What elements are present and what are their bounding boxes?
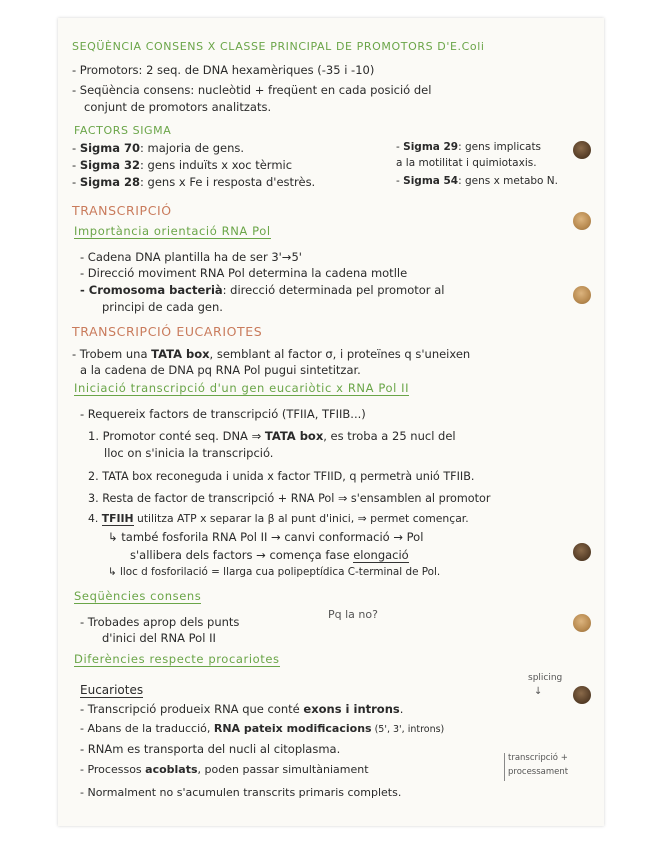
margin-question-note: Pq la no? bbox=[328, 608, 378, 621]
splicing-note: splicing bbox=[528, 673, 563, 683]
step-4-sub-1: ↳ també fosforila RNA Pol II → canvi conformació → Pol bbox=[108, 530, 424, 544]
requires-factors-line: - Requereix factors de transcripció (TFIIA, TFIIB...) bbox=[80, 407, 366, 421]
direction-line: - Direcció moviment RNA Pol determina la cadena motlle bbox=[80, 266, 408, 280]
heading-eukaryotic-transcription: TRANSCRIPCIÓ EUCARIOTES bbox=[72, 324, 263, 339]
promoters-line: - Promotors: 2 seq. de DNA hexamèriques (-35 i -10) bbox=[72, 63, 375, 77]
step-1-cont: lloc on s'inicia la transcripció. bbox=[104, 446, 274, 460]
sigma-70-label: Sigma 70 bbox=[79, 141, 141, 155]
mrna-transport-line: - RNAm es transporta del nucli al citoplasma. bbox=[80, 742, 341, 756]
exons-introns-line: - Transcripció produeix RNA que conté exons i introns. bbox=[80, 702, 404, 716]
consensus-location-cont: d'inici del RNA Pol II bbox=[102, 631, 216, 645]
step-1-line: 1. Promotor conté seq. DNA ⇒ TATA box, es troba a 25 nucl del bbox=[88, 429, 456, 443]
binder-hole-4 bbox=[573, 543, 591, 561]
template-strand-line: - Cadena DNA plantilla ha de ser 3'→5' bbox=[80, 250, 302, 264]
notebook-page bbox=[58, 18, 604, 826]
sigma-28-line: - Sigma 28: gens x Fe i resposta d'estrès. bbox=[72, 175, 316, 189]
rna-modifications-line: - Abans de la traducció, RNA pateix modificacions (5', 3', introns) bbox=[80, 722, 445, 735]
binder-hole-5 bbox=[573, 614, 591, 632]
step-4-sub-1-cont: s'allibera dels factors → comença fase elongació bbox=[130, 548, 409, 562]
sigma-29-cont-line: a la motilitat i quimiotaxis. bbox=[396, 157, 537, 169]
bacterial-chromosome-line: - Cromosoma bacterià: direcció determinada pel promotor al bbox=[80, 283, 445, 297]
tata-box-intro-line: - Trobem una TATA box, semblant al factor σ, i proteïnes q s'uneixen bbox=[72, 347, 471, 361]
sigma-54-label: Sigma 54 bbox=[403, 175, 459, 187]
splicing-arrow: ↓ bbox=[534, 686, 543, 697]
subheading-consensus: Seqüències consens bbox=[74, 589, 202, 603]
step-4-sub-2: ↳ lloc d fosforilació = llarga cua polipeptídica C-terminal de Pol. bbox=[108, 566, 441, 578]
sigma-32-line: - Sigma 32: gens induïts x xoc tèrmic bbox=[72, 158, 293, 172]
binder-hole-1 bbox=[573, 141, 591, 159]
sigma-54-line: - Sigma 54: gens x metabo N. bbox=[396, 175, 558, 187]
tata-box-intro-cont: a la cadena de DNA pq RNA Pol pugui sintetitzar. bbox=[80, 363, 361, 377]
sigma-28-label: Sigma 28 bbox=[79, 175, 141, 189]
step-4-line: 4. TFIIH utilitza ATP x separar la β al punt d'inici, ⇒ permet començar. bbox=[88, 512, 469, 525]
step-2-line: 2. TATA box reconeguda i unida x factor TFIID, q permetrà unió TFIIB. bbox=[88, 470, 475, 483]
sigma-70-line: - Sigma 70: majoria de gens. bbox=[72, 141, 245, 155]
binder-hole-3 bbox=[573, 286, 591, 304]
primary-transcripts-line: - Normalment no s'acumulen transcrits primaris complets. bbox=[80, 786, 402, 799]
coupled-note-line-2: processament bbox=[508, 767, 569, 777]
bacterial-chromosome-cont: principi de cada gen. bbox=[102, 300, 223, 314]
consensus-def-line-2: conjunt de promotors analitzats. bbox=[84, 100, 272, 114]
subheading-differences: Diferències respecte procariotes bbox=[74, 652, 280, 666]
binder-hole-6 bbox=[573, 686, 591, 704]
note-bracket bbox=[504, 753, 505, 781]
consensus-def-line-1: - Seqüència consens: nucleòtid + freqüent en cada posició del bbox=[72, 83, 432, 97]
eukaryotes-subheading: Eucariotes bbox=[80, 683, 144, 697]
coupled-note bbox=[504, 751, 596, 783]
coupled-note-line-1: transcripció + bbox=[508, 753, 568, 763]
heading-consensus-sequence: SEQÜÈNCIA CONSENS X CLASSE PRINCIPAL DE PROMOTORS D'E.Coli bbox=[72, 40, 485, 53]
subheading-initiation: Iniciació transcripció d'un gen eucariòtic x RNA Pol II bbox=[74, 381, 410, 395]
step-3-line: 3. Resta de factor de transcripció + RNA Pol ⇒ s'ensamblen al promotor bbox=[88, 492, 491, 505]
coupled-processes-line: - Processos acoblats, poden passar simultàniament bbox=[80, 763, 369, 776]
binder-hole-2 bbox=[573, 212, 591, 230]
sigma-29-line: - Sigma 29: gens implicats bbox=[396, 141, 542, 153]
subheading-rna-pol-orientation: Importància orientació RNA Pol bbox=[74, 224, 271, 238]
heading-transcription: TRANSCRIPCIÓ bbox=[72, 203, 172, 218]
consensus-location-line: - Trobades aprop dels punts bbox=[80, 615, 240, 629]
heading-sigma-factors: FACTORS SIGMA bbox=[74, 124, 172, 137]
sigma-29-label: Sigma 29 bbox=[403, 141, 459, 153]
sigma-32-label: Sigma 32 bbox=[79, 158, 141, 172]
